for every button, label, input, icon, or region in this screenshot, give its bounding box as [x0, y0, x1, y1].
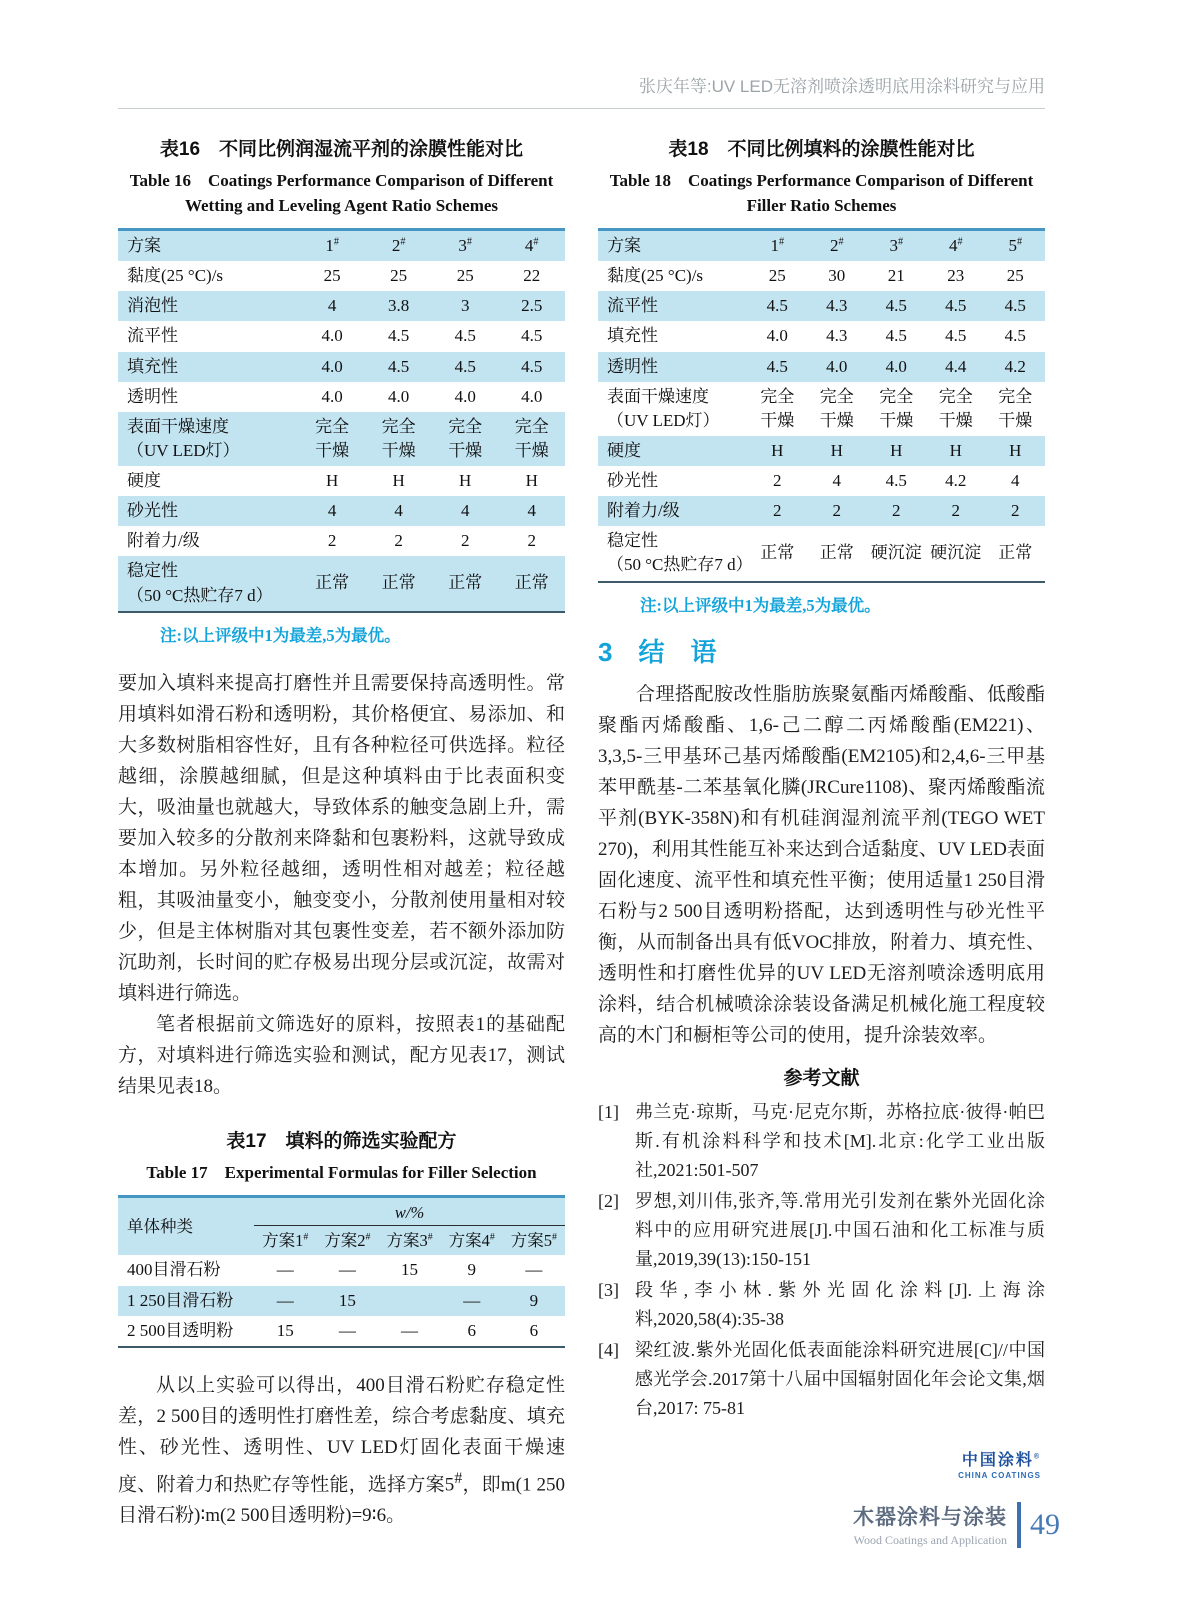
table-cell: 4.0 [321, 326, 343, 346]
registered-mark-icon: ® [1033, 1453, 1041, 1461]
table-cell: 硬沉淀 [870, 543, 922, 563]
page-content [118, 128, 1045, 1531]
table16-note: 注:以上评级中1为最差,5为最优。 [160, 625, 401, 645]
table-cell: 2# [829, 236, 844, 255]
table-cell: 消泡性 [127, 296, 178, 316]
table-cell: 4.5 [766, 356, 788, 376]
references-heading: 参考文献 [783, 1067, 860, 1089]
table-cell: 方案3# [386, 1231, 433, 1251]
table-cell: 流平性 [607, 296, 658, 316]
table-cell: 4.0 [321, 356, 343, 376]
table-cell: 4.5 [521, 326, 543, 346]
section-heading-conclusion [598, 632, 1045, 669]
running-title: 张庆年等:UV LED无溶剂喷涂透明底用涂料研究与应用 [638, 77, 1045, 96]
table-cell: 9 [529, 1290, 539, 1310]
conclusion-paragraph: 合理搭配胺改性脂肪族聚氨酯丙烯酸酯、低酸酯聚酯丙烯酸酯、1,6-己二醇二丙烯酸酯(EM221)、3,3,5-三甲基环己基丙烯酸酯(EM2105)和2,4,6-三甲基苯甲酰基-二苯基氧化膦(JRCure1108)、聚丙烯酸酯流平剂(BYK-358N)和有机硅润湿剂流平剂(TEGO WET 270)，利用其性能互补来达到合适黏度、UV LED表面固化速度、流平性和填充性平衡；使用适量1 250目滑石粉与2 500目透明粉搭配，达到透明性与砂光性平衡，从而制备出具有低VOC排放，附着力、填充性、透明性和打磨性优异的UV LED无溶剂喷涂透明底用涂料，结合机械喷涂涂装设备满足机械化施工程度较高的木门和橱柜等公司的使用，提升涂装效率。 [598, 683, 1045, 1046]
table-cell: 4.5 [945, 296, 967, 316]
table-cell: 方案4# [448, 1231, 495, 1251]
table-cell: 4.0 [766, 326, 788, 346]
table-cell: 2 [327, 531, 337, 551]
table-cell: 4.4 [945, 356, 967, 376]
table-cell: 稳定性 （50 °C热贮存7 d） [607, 531, 753, 575]
table-cell: H [1009, 440, 1022, 460]
table-cell: 填充性 [127, 356, 178, 376]
table-cell: 方案 [127, 236, 161, 255]
table-cell: 3# [458, 236, 472, 255]
table-cell: H [459, 471, 472, 490]
table-cell: — [525, 1260, 543, 1280]
table-cell: 4.5 [388, 356, 410, 376]
reference-item [598, 1336, 1045, 1423]
reference-text: 罗想,刘川伟,张齐,等.常用光引发剂在紫外光固化涂料中的应用研究进展[J].中国石油和化工标准与质量,2019,39(13):150-151 [635, 1190, 1045, 1269]
table18-caption [598, 134, 1045, 218]
table-cell: 4.0 [388, 386, 410, 406]
table-cell: 2 [1011, 501, 1020, 521]
table-cell: H [949, 440, 962, 460]
table-cell: — [401, 1320, 419, 1340]
table-cell: 完全 干燥 [998, 386, 1033, 430]
reference-text: 梁红波.紫外光固化低表面能涂料研究进展[C]//中国感光学会.2017第十八届中国辐射固化年会论文集,烟台,2017: 75-81 [635, 1339, 1045, 1418]
table-cell: 4 [327, 296, 337, 316]
table-cell: 2 [527, 531, 536, 551]
table-cell: 正常 [998, 543, 1033, 563]
table-cell: 黏度(25 °C)/s [127, 266, 224, 286]
table-cell: 正常 [819, 543, 854, 563]
china-coatings-logo [598, 1447, 1045, 1480]
table-cell: H [525, 471, 538, 490]
table-cell: 黏度(25 °C)/s [607, 266, 704, 286]
table-cell: 硬度 [607, 440, 641, 460]
journal-name-zh: 木器涂料与涂装 [853, 1506, 1007, 1529]
table18-note: 注:以上评级中1为最差,5为最优。 [640, 595, 881, 615]
table-cell: 完全 干燥 [819, 386, 854, 430]
logo-text-zh [598, 1447, 1041, 1470]
reference-number: [1] [598, 1101, 619, 1122]
table-cell: 3 [460, 296, 470, 316]
reference-number: [3] [598, 1279, 619, 1300]
table-cell: 硬度 [127, 471, 161, 490]
table-cell: 4# [524, 236, 539, 255]
table16 [118, 228, 565, 613]
table-cell: 2 [394, 531, 403, 551]
table-cell: 2 [892, 501, 901, 521]
table-cell: 15 [276, 1320, 294, 1340]
table-cell: 2 [460, 531, 470, 551]
table-cell: 2 [773, 501, 782, 521]
table-cell: 6 [529, 1320, 539, 1340]
table17 [118, 1195, 565, 1348]
table-cell: 完全 干燥 [514, 416, 549, 460]
running-header [118, 72, 1045, 109]
table-cell: H [890, 440, 903, 460]
reference-number: [2] [598, 1190, 619, 1211]
table16-caption [118, 134, 565, 218]
table-cell: — [463, 1290, 481, 1310]
logo-text-en: CHINA COATINGS [958, 1470, 1041, 1480]
table-cell: 4 [832, 471, 842, 490]
table-cell: 完全 干燥 [448, 416, 483, 460]
table-cell [378, 1286, 440, 1316]
table-cell: 1# [770, 236, 785, 255]
table-cell: 2# [391, 236, 406, 255]
table16-caption-zh: 表16 不同比例润湿流平剂的涂膜性能对比 [159, 139, 524, 160]
footer-divider [1017, 1502, 1021, 1548]
table-cell: 2 500目透明粉 [127, 1320, 234, 1340]
table-cell: 4.5 [766, 296, 788, 316]
table-cell: 砂光性 [607, 471, 658, 490]
table-cell: 透明性 [127, 386, 178, 406]
table-cell: 2.5 [521, 296, 543, 316]
table-cell: 25 [323, 266, 341, 286]
table-cell: 25 [768, 266, 786, 286]
table17-caption-en: Table 17 Experimental Formulas for Filler Selection [146, 1162, 537, 1182]
spacer [118, 1102, 565, 1120]
journal-name-en: Wood Coatings and Application [853, 1533, 1007, 1547]
table-cell: 2 [832, 501, 842, 521]
table-cell: — [276, 1290, 294, 1310]
table-cell: 2 [773, 471, 782, 490]
table-cell: 正常 [381, 573, 416, 593]
table-cell: 4.5 [885, 296, 907, 316]
reference-item [598, 1276, 1045, 1334]
table-cell: 5# [1008, 236, 1023, 255]
table-cell: 3.8 [388, 296, 410, 316]
paragraph: 从以上实验可以得出，400目滑石粉贮存稳定性差，2 500目的透明性打磨性差，综合考虑黏度、填充性、砂光性、透明性、UV LED灯固化表面干燥速度、附着力和热贮存等性能，选择方案5#，即m(1 250目滑石粉)∶m(2 500目透明粉)=9∶6。 [118, 1374, 565, 1527]
table-cell: H [771, 440, 784, 460]
reference-text: 弗兰克·琼斯，马克·尼克尔斯，苏格拉底·彼得·帕巴斯.有机涂料科学和技术[M].北京:化学工业出版社,2021:501-507 [635, 1101, 1045, 1180]
table16-caption-en-line1: Table 16 Coatings Performance Comparison of Different [129, 171, 554, 190]
table-cell: 4 [1011, 471, 1020, 490]
table-cell: 4.5 [454, 356, 476, 376]
table-cell: 单体种类 [127, 1216, 193, 1236]
left-closing-text [118, 1370, 565, 1531]
table-cell: 透明性 [607, 356, 658, 376]
table-cell: 4 [327, 501, 337, 521]
table-cell: 砂光性 [127, 501, 178, 521]
table18 [598, 228, 1045, 583]
table-cell: H [392, 471, 405, 490]
table-cell: 正常 [760, 543, 795, 563]
table-cell: 25 [1006, 266, 1024, 286]
reference-item [598, 1098, 1045, 1185]
table-cell: 4 [394, 501, 403, 521]
table-cell: 22 [523, 266, 541, 286]
table-cell: 4.0 [454, 386, 476, 406]
table-cell: 4.5 [388, 326, 410, 346]
reference-text: 段华,李小林.紫外光固化涂料[J].上海涂料,2020,58(4):35-38 [635, 1279, 1045, 1329]
table-cell: 正常 [448, 573, 483, 593]
table-cell: 附着力/级 [607, 501, 680, 521]
table-cell: 完全 干燥 [760, 386, 795, 430]
section-number: 3 [598, 636, 613, 667]
table-cell: 正常 [514, 573, 549, 593]
table-cell: 4.3 [826, 326, 848, 346]
table-cell: 完全 干燥 [879, 386, 914, 430]
table-cell: 25 [456, 266, 474, 286]
section-title: 结 语 [638, 636, 717, 667]
table-cell: 表面干燥速度 （UV LED灯） [127, 416, 240, 460]
table17-caption [118, 1126, 565, 1185]
left-body-text [118, 668, 565, 1102]
table-cell: 4.5 [521, 356, 543, 376]
table-cell: — [338, 1260, 356, 1280]
table-cell: 完全 干燥 [938, 386, 973, 430]
table-cell: 4.0 [826, 356, 848, 376]
table-cell: 稳定性 （50 °C热贮存7 d） [127, 561, 273, 605]
table-cell: 4.0 [885, 356, 907, 376]
table17-caption-zh: 表17 填料的筛选实验配方 [226, 1130, 457, 1152]
table-cell: 4# [948, 236, 963, 255]
table-cell: 30 [828, 266, 846, 286]
table-cell: 4.0 [521, 386, 543, 406]
logo-zh-label: 中国涂料 [961, 1451, 1034, 1469]
table-cell: 6 [467, 1320, 476, 1340]
table-cell: 方案5# [510, 1231, 557, 1251]
table-cell: 1 250目滑石粉 [127, 1290, 234, 1310]
table-cell: 4.5 [885, 326, 907, 346]
table-cell: 15 [401, 1260, 419, 1280]
table-cell: 方案 [607, 236, 641, 255]
table-cell: 完全 干燥 [315, 416, 350, 460]
table-cell: — [276, 1260, 294, 1280]
left-column [118, 128, 565, 1531]
table-cell: 4.2 [1004, 356, 1026, 376]
paragraph: 笔者根据前文筛选好的原料，按照表1的基础配方，对填料进行筛选实验和测试，配方见表17，测试结果见表18。 [118, 1013, 565, 1097]
page-number: 49 [1030, 1507, 1060, 1541]
table-cell: H [830, 440, 843, 460]
table18-caption-en-line2: Filler Ratio Schemes [746, 196, 897, 215]
right-column [598, 128, 1045, 1531]
table-cell: 25 [390, 266, 408, 286]
reference-number: [4] [598, 1339, 619, 1360]
table-cell: 9 [467, 1260, 476, 1280]
table-cell: 方案1# [262, 1231, 309, 1251]
table-cell: 2 [951, 501, 960, 521]
table-cell: 21 [887, 266, 905, 286]
page-footer [853, 1501, 1060, 1548]
table-cell: 1# [325, 236, 339, 255]
table-cell: 23 [947, 266, 965, 286]
table-cell: 4.5 [454, 326, 476, 346]
table16-caption-en-line2: Wetting and Leveling Agent Ratio Schemes [184, 196, 499, 215]
table-cell: 完全 干燥 [381, 416, 416, 460]
table-cell: 4.5 [885, 471, 907, 490]
table-cell: — [338, 1320, 356, 1340]
table-cell: 4.5 [1004, 296, 1026, 316]
table-cell: H [325, 471, 339, 490]
table18-caption-zh: 表18 不同比例填料的涂膜性能对比 [668, 139, 975, 160]
table-cell: 硬沉淀 [930, 543, 982, 563]
table-cell: 4.0 [321, 386, 343, 406]
table-cell: 填充性 [607, 326, 658, 346]
table-cell: w/% [254, 1196, 565, 1225]
table-cell: 4 [460, 501, 470, 521]
table-cell: 15 [338, 1290, 356, 1310]
table-cell: 附着力/级 [127, 531, 200, 551]
table-cell: 流平性 [127, 326, 178, 346]
table-cell: 方案2# [324, 1231, 371, 1251]
table-cell: 4.3 [826, 296, 848, 316]
table18-caption-en-line1: Table 18 Coatings Performance Comparison of Different [609, 171, 1034, 190]
table-cell: 400目滑石粉 [127, 1260, 221, 1280]
paragraph: 要加入填料来提高打磨性并且需要保持高透明性。常用填料如滑石粉和透明粉，其价格便宜、易添加、和大多数树脂相容性好，且有各种粒径可供选择。粒径越细，涂膜越细腻，但是这种填料由于比表面积变大，吸油量也就越大，导致体系的触变急剧上升，需要加入较多的分散剂来降黏和包裹粉料，这就导致成本增加。另外粒径越细，透明性相对越差；粒径越粗，其吸油量变小，触变变小，分散剂使用量相对较少，但是主体树脂对其包裹性变差，若不额外添加防沉助剂，长时间的贮存极易出现分层或沉淀，故需对填料进行筛选。 [118, 672, 565, 1004]
journal-name [853, 1501, 1007, 1548]
table-cell: 表面干燥速度 （UV LED灯） [607, 386, 720, 430]
reference-item [598, 1187, 1045, 1274]
table-cell: 4.5 [1004, 326, 1026, 346]
table-cell: 正常 [315, 573, 350, 593]
table-cell: 4.5 [945, 326, 967, 346]
table-cell: 4.2 [945, 471, 967, 490]
table-cell: 3# [889, 236, 904, 255]
table-cell: 4 [527, 501, 536, 521]
